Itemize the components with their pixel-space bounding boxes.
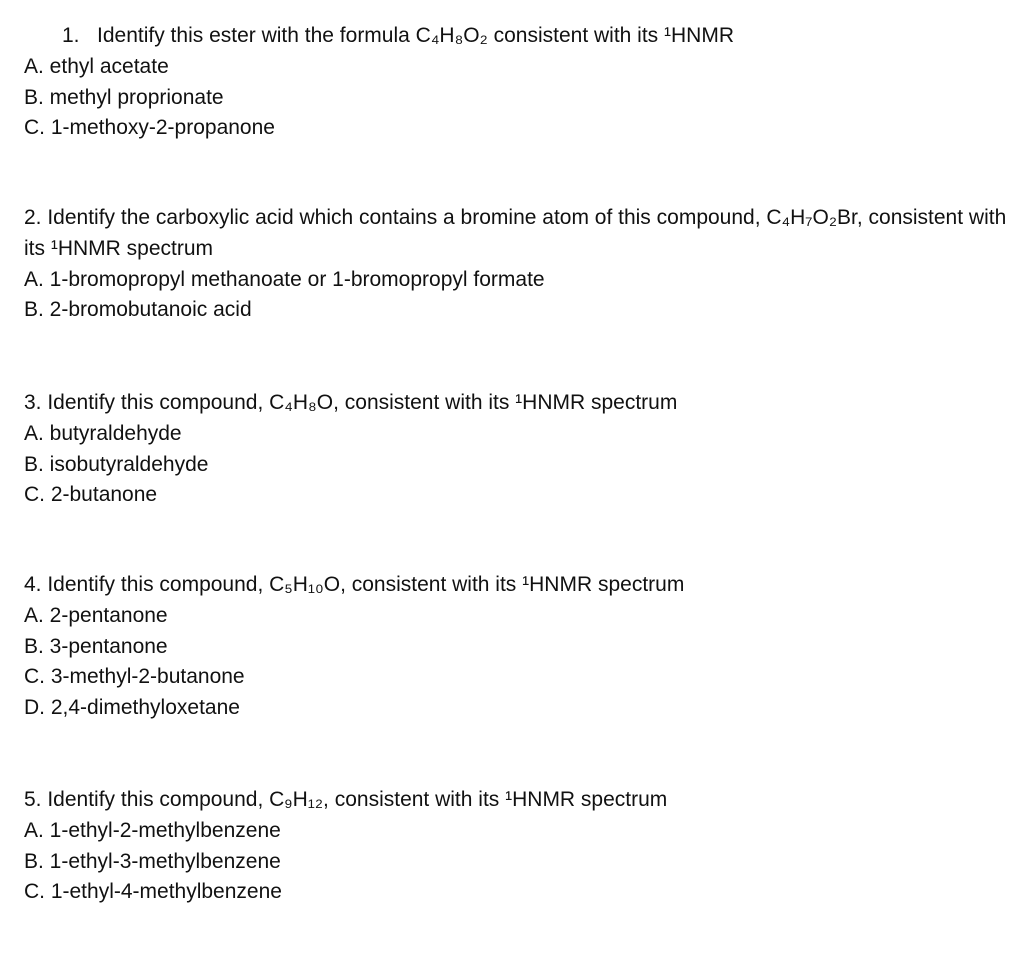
question-1-stem-prefix: 1. Identify this ester with the formula [62, 24, 416, 47]
question-2-option-a: A. 1-bromopropyl methanoate or 1-bromopropyl formate [24, 267, 545, 291]
question-2-stem-suffix: , consistent with its ¹HNMR spectrum [24, 206, 1007, 260]
question-1-option-a: A. ethyl acetate [24, 54, 169, 78]
question-4-stem-prefix: 4. Identify this compound, [24, 573, 270, 596]
question-3-formula: C₄H₈O [269, 391, 334, 414]
question-2-stem-prefix: 2. Identify the carboxylic acid which contains a bromine atom of this compound, [24, 206, 767, 229]
question-1-stem [24, 21, 1009, 52]
question-5-stem-suffix: , consistent with its ¹HNMR spectrum [323, 788, 668, 811]
question-1-stem-suffix: consistent with its ¹HNMR [487, 24, 734, 47]
question-4-option-a: A. 2-pentanone [24, 603, 168, 627]
question-4-stem-suffix: , consistent with its ¹HNMR spectrum [340, 573, 685, 596]
question-3-stem-prefix: 3. Identify this compound, [24, 391, 270, 414]
question-1-option-b: B. methyl proprionate [24, 85, 224, 109]
question-4-option-b: B. 3-pentanone [24, 634, 168, 658]
question-2-option-b: B. 2-bromobutanoic acid [24, 298, 252, 322]
question-3-option-b: B. isobutyraldehyde [24, 452, 209, 476]
question-1-formula: C₄H₈O₂ [415, 24, 488, 47]
question-3-option-a: A. butyraldehyde [24, 421, 182, 445]
question-1 [24, 21, 1009, 144]
question-5-option-b: B. 1-ethyl-3-methylbenzene [24, 849, 281, 873]
question-3 [24, 388, 1009, 511]
question-5-option-c: C. 1-ethyl-4-methylbenzene [24, 880, 282, 904]
question-3-stem [24, 388, 1009, 419]
question-1-option-c: C. 1-methoxy-2-propanone [24, 116, 275, 140]
question-2-formula: C₄H₇O₂Br [766, 206, 857, 229]
question-4-option-d: D. 2,4-dimethyloxetane [24, 696, 240, 720]
question-2-stem [24, 203, 1009, 265]
question-5-option-a: A. 1-ethyl-2-methylbenzene [24, 818, 281, 842]
question-4-stem [24, 570, 1009, 601]
question-3-option-c: C. 2-butanone [24, 483, 158, 507]
question-5 [24, 785, 1009, 908]
question-4-formula: C₅H₁₀O [269, 573, 341, 596]
question-4 [24, 570, 1009, 724]
question-5-stem-prefix: 5. Identify this compound, [24, 788, 270, 811]
question-5-formula: C₉H₁₂ [269, 788, 324, 811]
question-3-stem-suffix: , consistent with its ¹HNMR spectrum [333, 391, 678, 414]
question-5-stem [24, 785, 1009, 816]
question-4-option-c: C. 3-methyl-2-butanone [24, 665, 245, 689]
question-2 [24, 203, 1009, 326]
